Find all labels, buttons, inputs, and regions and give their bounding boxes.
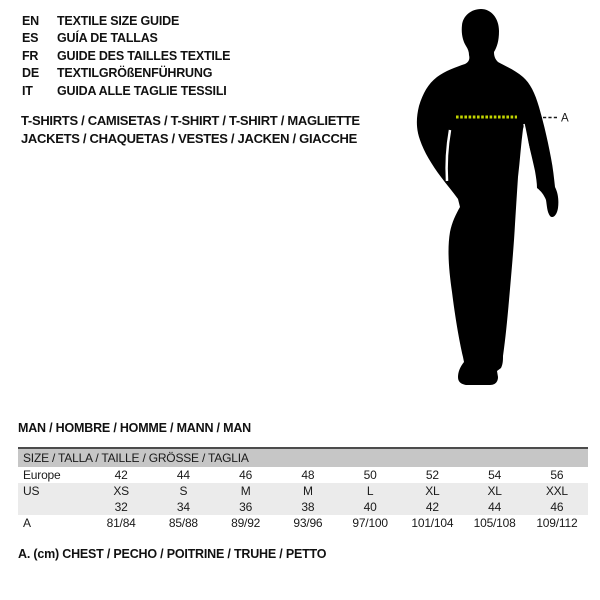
table-cell: 97/100: [352, 516, 388, 530]
row-label: Europe: [23, 468, 61, 482]
table-cell: 54: [488, 468, 502, 482]
table-cell: M: [215, 483, 277, 499]
language-title: GUIDE DES TAILLES TEXTILE: [57, 48, 231, 63]
language-row-de: [22, 65, 230, 82]
language-code: IT: [22, 83, 33, 98]
table-row-us-numeric: [18, 499, 588, 515]
table-cell: 44: [176, 468, 190, 482]
language-row-fr: [22, 48, 230, 65]
table-cell: 42: [401, 499, 463, 515]
table-cell: 56: [550, 468, 564, 482]
language-row-en: [22, 13, 230, 30]
table-cell: 46: [239, 468, 253, 482]
table-row-europe: [18, 467, 588, 483]
table-cell: XXL: [526, 483, 588, 499]
category-line-jackets: JACKETS / CHAQUETAS / VESTES / JACKEN / GIACCHE: [21, 131, 357, 146]
size-table-header: SIZE / TALLA / TAILLE / GRÖSSE / TAGLIA: [18, 448, 588, 467]
table-cell: 105/108: [473, 516, 516, 530]
row-label: A: [23, 516, 31, 530]
language-code: EN: [22, 14, 39, 28]
measure-label-a: A: [561, 112, 569, 125]
man-silhouette: [417, 9, 559, 385]
row-label: [18, 499, 90, 515]
language-title: GUÍA DE TALLAS: [57, 31, 158, 46]
table-cell: 50: [363, 468, 377, 482]
table-cell: 44: [464, 499, 526, 515]
table-cell: 93/96: [293, 516, 323, 530]
size-table-container: [18, 447, 588, 531]
row-label: US: [18, 483, 90, 499]
language-row-es: [22, 30, 230, 47]
table-cell: 81/84: [106, 516, 136, 530]
table-cell: 109/112: [536, 516, 578, 530]
thumb-gap: [545, 204, 547, 213]
language-list: [22, 13, 230, 100]
size-table: [18, 447, 588, 531]
size-table-header-row: [18, 448, 588, 467]
table-cell: 101/104: [411, 516, 454, 530]
table-cell: 89/92: [231, 516, 261, 530]
measurement-footnote: A. (cm) CHEST / PECHO / POITRINE / TRUHE / PETTO: [18, 547, 327, 561]
table-cell: S: [152, 483, 214, 499]
category-line-tshirts: T-SHIRTS / CAMISETAS / T-SHIRT / T-SHIRT / MAGLIETTE: [21, 113, 360, 128]
garment-category: [21, 112, 360, 148]
table-cell: 46: [526, 499, 588, 515]
language-title: TEXTILGRÖßENFÜHRUNG: [57, 66, 213, 81]
language-code: DE: [22, 66, 39, 81]
table-cell: XL: [464, 483, 526, 499]
table-cell: 48: [301, 468, 315, 482]
language-code: FR: [22, 48, 39, 63]
table-row-us: [18, 483, 588, 499]
table-row-chest-a: [18, 515, 588, 531]
table-cell: 34: [152, 499, 214, 515]
table-cell: 42: [114, 468, 128, 482]
table-cell: 38: [277, 499, 339, 515]
language-title: GUIDA ALLE TAGLIE TESSILI: [57, 83, 227, 98]
table-cell: XL: [401, 483, 463, 499]
table-cell: 36: [215, 499, 277, 515]
table-cell: XS: [90, 483, 152, 499]
language-title: TEXTILE SIZE GUIDE: [57, 14, 180, 28]
section-title-man: MAN / HOMBRE / HOMME / MANN / MAN: [18, 421, 251, 435]
table-cell: M: [277, 483, 339, 499]
table-cell: 40: [339, 499, 401, 515]
man-silhouette-figure: [360, 0, 600, 400]
language-row-it: [22, 83, 230, 100]
table-cell: L: [339, 483, 401, 499]
table-cell: 32: [90, 499, 152, 515]
language-code: ES: [22, 31, 39, 46]
table-cell: 85/88: [168, 516, 198, 530]
table-cell: 52: [425, 468, 439, 482]
